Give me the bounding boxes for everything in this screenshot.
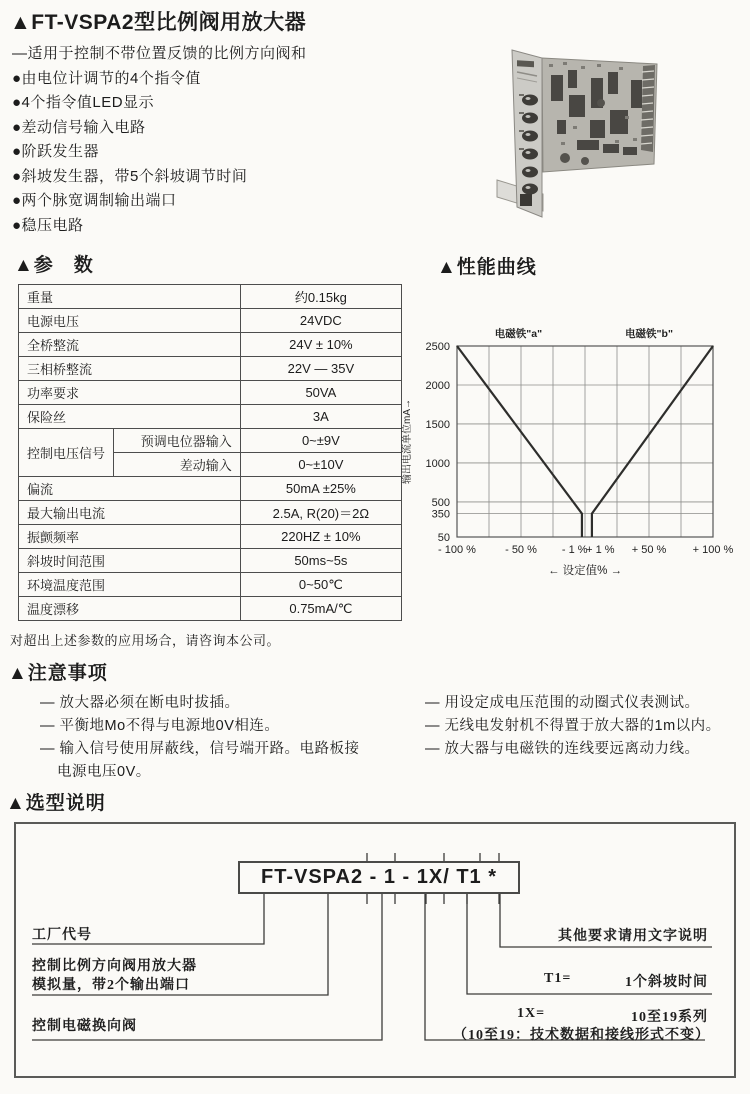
svg-text:电磁铁"a": 电磁铁"a" <box>494 328 543 340</box>
svg-text:- 50 %: - 50 % <box>505 544 537 556</box>
label-1x-value: 10至19系列 <box>631 1010 708 1025</box>
label-other-requirements: 其他要求请用文字说明 <box>558 929 708 944</box>
table-row <box>19 573 402 597</box>
feature-item: —适用于控制不带位置反馈的比例方向阀和 <box>12 45 307 62</box>
parameters-table <box>18 284 402 621</box>
note-item: — 输入信号使用屏蔽线，信号端开路。电路板接 <box>40 741 360 757</box>
param-label: 三相桥整流 <box>19 357 241 381</box>
param-label: 斜坡时间范围 <box>19 549 241 573</box>
svg-text:2000: 2000 <box>425 379 450 392</box>
param-label: 偏流 <box>19 477 241 501</box>
svg-text:350: 350 <box>431 508 450 521</box>
param-value: 50mA ±25% <box>240 477 401 501</box>
table-row <box>19 501 402 525</box>
note-item-continuation: 电源电压0V。 <box>57 764 151 780</box>
section-heading-curve: ▲性能曲线 <box>437 257 537 278</box>
param-label: 电源电压 <box>19 309 241 333</box>
param-value: 0~50℃ <box>240 573 401 597</box>
table-row <box>19 309 402 333</box>
section-heading-parameters: ▲参 数 <box>14 255 94 276</box>
amplifier-card-illustration <box>473 20 745 230</box>
svg-text:输出电流单位mA→: 输出电流单位mA→ <box>402 399 413 484</box>
param-value: 3A <box>240 405 401 429</box>
feature-item: ●两个脉宽调制输出端口 <box>12 192 177 209</box>
svg-text:500: 500 <box>431 496 450 509</box>
notes-left-column <box>40 692 360 784</box>
svg-text:1000: 1000 <box>425 457 450 470</box>
page-title: ▲FT-VSPA2型比例阀用放大器 <box>10 11 307 34</box>
note-item: — 平衡地Mo不得与电源地0V相连。 <box>40 718 280 734</box>
label-amplifier-line2: 模拟量，带2个输出端口 <box>32 978 190 993</box>
label-1x-key: 1X= <box>517 1006 546 1021</box>
label-solenoid-valve: 控制电磁换向阀 <box>32 1019 137 1034</box>
label-factory-code: 工厂代号 <box>32 928 92 943</box>
param-label: 全桥整流 <box>19 333 241 357</box>
param-value: 约0.15kg <box>240 285 401 309</box>
svg-text:+ 1 %: + 1 % <box>586 544 615 556</box>
table-row <box>19 285 402 309</box>
svg-text:- 1 %: - 1 % <box>561 544 588 556</box>
feature-item: ●由电位计调节的4个指令值 <box>12 69 201 87</box>
param-value: 24V ± 10% <box>240 333 401 357</box>
table-row <box>19 357 402 381</box>
svg-text:← 设定值% →: ← 设定值% → <box>547 565 623 577</box>
table-row <box>19 381 402 405</box>
table-row <box>19 405 402 429</box>
section-heading-notes: ▲注意事项 <box>8 663 108 684</box>
note-item: — 放大器与电磁铁的连线要远离动力线。 <box>425 741 700 757</box>
svg-text:电磁铁"b": 电磁铁"b" <box>625 328 673 340</box>
label-t1-key: T1= <box>544 971 572 986</box>
table-row <box>19 477 402 501</box>
table-row <box>19 597 402 621</box>
param-sublabel: 预调电位器输入 <box>114 429 241 453</box>
param-label: 控制电压信号 <box>19 429 114 477</box>
param-value: 2.5A, R(20)＝2Ω <box>240 501 401 525</box>
amplifier-card-photo <box>473 20 745 230</box>
performance-curve-svg <box>398 312 748 592</box>
param-value: 50VA <box>240 381 401 405</box>
svg-text:1500: 1500 <box>425 418 450 431</box>
feature-item: ●斜坡发生器，带5个斜坡调节时间 <box>12 167 248 185</box>
feature-item: ●差动信号输入电路 <box>12 118 146 136</box>
svg-text:+ 100 %: + 100 % <box>692 544 734 556</box>
param-value: 0~±9V <box>240 429 401 453</box>
model-code: FT-VSPA2 - 1 - 1X/ T1 * <box>238 861 520 894</box>
param-value: 220HZ ± 10% <box>240 525 401 549</box>
feature-item: ●4个指令值LED显示 <box>12 94 155 111</box>
table-row <box>19 333 402 357</box>
param-value: 0~±10V <box>240 453 401 477</box>
feature-list <box>12 42 307 238</box>
param-value: 24VDC <box>240 309 401 333</box>
model-code-diagram <box>14 822 736 1078</box>
table-row <box>19 525 402 549</box>
note-item: — 无线电发射机不得置于放大器的1m以内。 <box>425 718 721 734</box>
param-label: 最大输出电流 <box>19 501 241 525</box>
param-label: 振颤频率 <box>19 525 241 549</box>
param-sublabel: 差动输入 <box>114 453 241 477</box>
param-value: 0.75mA/℃ <box>240 597 401 621</box>
svg-text:50: 50 <box>437 532 450 544</box>
label-amplifier-line1: 控制比例方向阀用放大器 <box>32 959 197 974</box>
feature-item: ●阶跃发生器 <box>12 143 100 160</box>
svg-text:+ 50 %: + 50 % <box>631 544 667 556</box>
notes-right-column <box>425 692 721 761</box>
svg-text:2500: 2500 <box>425 341 450 353</box>
param-label: 保险丝 <box>19 405 241 429</box>
param-label: 重量 <box>19 285 241 309</box>
performance-curve-chart <box>398 312 748 592</box>
param-value: 22V — 35V <box>240 357 401 381</box>
table-row <box>19 429 402 453</box>
label-t1-value: 1个斜坡时间 <box>625 975 708 990</box>
note-item: — 放大器必须在断电时拔插。 <box>40 695 240 711</box>
param-label: 功率要求 <box>19 381 241 405</box>
table-row <box>19 549 402 573</box>
param-value: 50ms~5s <box>240 549 401 573</box>
param-label: 环境温度范围 <box>19 573 241 597</box>
note-item: — 用设定成电压范围的动圈式仪表测试。 <box>425 695 700 711</box>
svg-text:- 100 %: - 100 % <box>438 544 476 556</box>
feature-item: ●稳压电路 <box>12 216 84 234</box>
label-1x-note: （10至19：技术数据和接线形式不变） <box>453 1028 710 1043</box>
parameters-footnote: 对超出上述参数的应用场合，请咨询本公司。 <box>10 633 281 648</box>
param-label: 温度漂移 <box>19 597 241 621</box>
section-heading-ordering: ▲选型说明 <box>6 793 106 814</box>
